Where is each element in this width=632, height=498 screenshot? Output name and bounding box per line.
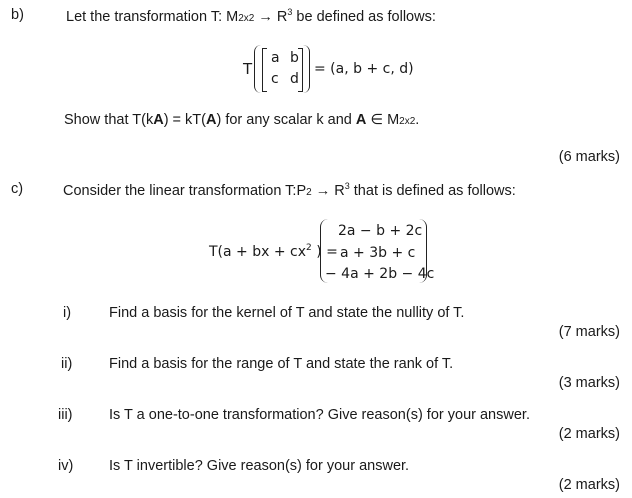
vector-row-3: − 4a + 2b − 4c [325,266,435,282]
part-b-show [64,113,419,128]
formula-lhs-sup: 2 [306,243,312,253]
vector-row-2: a + 3b + c [340,245,416,261]
vector-paren-right [419,219,427,283]
show-bold-a2: A [205,112,217,128]
show-in: ∈ M [370,112,400,128]
question-marks-1: (7 marks) [558,324,620,340]
show-sub: 2x2 [399,116,416,127]
question-num-2: ii) [61,356,73,372]
matrix-b: b [290,50,299,66]
question-marks-2: (3 marks) [558,375,620,391]
part-c-intro-sub: 2 [306,187,312,198]
question-text-2: Find a basis for the range of T and state the rank of T. [109,356,454,372]
show-post: ) for any scalar k and [216,112,352,128]
part-b-label: b) [11,7,24,23]
question-text-3: Is T a one-to-one transformation? Give reason(s) for your answer. [109,407,530,423]
formula-rhs: = (a, b + c, d) [314,61,414,77]
part-c-intro-arrow: → R [315,183,345,199]
part-b-intro-post: be defined as follows: [296,9,436,25]
matrix-bracket-left [262,48,267,92]
show-end: . [415,112,420,128]
question-marks-3: (2 marks) [558,426,620,442]
question-num-3: iii) [58,407,73,423]
matrix-d: d [290,71,299,87]
part-c-intro-post: that is defined as follows: [353,183,516,199]
question-text-1: Find a basis for the kernel of T and state the nullity of T. [109,305,465,321]
part-b-marks: (6 marks) [558,149,620,165]
show-bold-a1: A [153,112,164,128]
show-pre: Show that T(k [64,112,154,128]
formula-lhs [209,244,338,259]
show-mid: ) = kT( [163,112,206,128]
part-c-intro-pre: Consider the linear transformation T:P [63,183,307,199]
formula-t: T [243,60,253,78]
outer-paren-right [303,45,310,93]
question-text-4: Is T invertible? Give reason(s) for your answer. [109,458,410,474]
outer-paren-left [254,45,261,93]
part-c-intro [63,182,516,199]
question-num-4: iv) [58,458,74,474]
matrix-c: c [271,71,279,87]
vector-row-1: 2a − b + 2c [338,223,423,239]
formula-lhs-text: T(a + bx + cx [209,244,307,260]
question-marks-4: (2 marks) [558,477,620,493]
part-c-label: c) [11,181,24,197]
show-bold-a3: A [355,112,367,128]
part-b-intro-pre: Let the transformation T: M [66,9,239,25]
question-num-1: i) [63,305,72,321]
part-b-intro [66,8,436,25]
part-b-intro-arrow: → R [258,9,288,25]
formula-lhs-end: ) = [316,244,338,260]
matrix-a: a [271,50,280,66]
part-b-intro-sup: 3 [287,7,293,17]
part-b-intro-sub: 2x2 [238,13,255,24]
part-c-intro-sup: 3 [344,181,350,191]
